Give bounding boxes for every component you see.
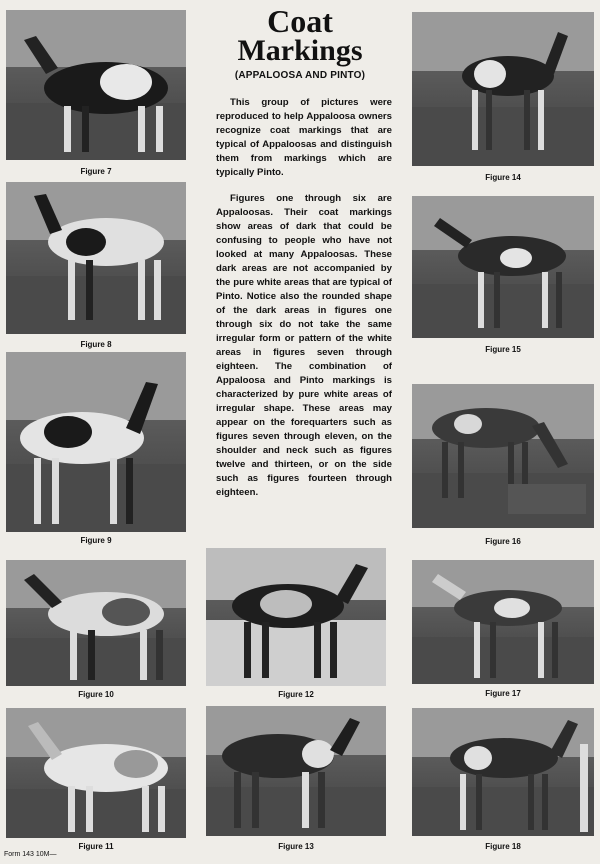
figure-9-photo xyxy=(6,352,186,532)
form-number: Form 143 10M— xyxy=(4,851,57,858)
figure-16-caption: Figure 16 xyxy=(485,537,521,546)
horse-image xyxy=(6,182,186,334)
figure-15-photo xyxy=(412,196,594,338)
figure-10-caption: Figure 10 xyxy=(78,690,114,699)
figure-15-caption: Figure 15 xyxy=(485,345,521,354)
figure-10-photo xyxy=(6,560,186,686)
figure-16-photo xyxy=(412,384,594,528)
figure-7-caption: Figure 7 xyxy=(80,167,112,176)
figure-17-photo xyxy=(412,560,594,684)
figure-8-caption: Figure 8 xyxy=(80,340,112,349)
page-subtitle: (APPALOOSA AND PINTO) xyxy=(234,70,366,81)
figure-13-photo xyxy=(206,706,386,836)
horse-image xyxy=(6,560,186,686)
figure-18-photo xyxy=(412,708,594,836)
figure-11-photo xyxy=(6,708,186,838)
horse-image xyxy=(412,384,594,528)
explanation-paragraph: Figures one through six are Appaloosas. Their coat markings show areas of dark that could be confusing to people who have not looked at many Appaloosas. These dark areas are not accompanied by the pure white areas that are typical of Pinto. Notice also the rounded shape of the dark areas in figures one through six do not take the same irregular form or pattern of the white areas in figures seven through eighteen. The combination of Appaloosa and Pinto markings is characterized by pure white areas of irregular shape. These areas may appear on the forequarters such as figures seven through eleven, on the shoulder and neck such as figures twelve and thirteen, or on the side such as figures fourteen through eighteen. xyxy=(216,193,392,498)
figure-7-photo xyxy=(6,10,186,160)
horse-image xyxy=(6,352,186,532)
horse-image xyxy=(206,548,386,686)
figure-14-photo xyxy=(412,12,594,166)
horse-image xyxy=(412,196,594,338)
page-title-line2: Markings xyxy=(237,34,363,67)
horse-image xyxy=(6,10,186,160)
figure-17-caption: Figure 17 xyxy=(485,689,521,698)
figure-12-caption: Figure 12 xyxy=(278,690,314,699)
horse-image xyxy=(412,560,594,684)
figure-12-photo xyxy=(206,548,386,686)
figure-8-photo xyxy=(6,182,186,334)
page-title-line1: Coat xyxy=(267,3,333,39)
horse-image xyxy=(206,706,386,836)
figure-9-caption: Figure 9 xyxy=(80,536,112,545)
figure-14-caption: Figure 14 xyxy=(485,173,521,182)
figure-11-caption: Figure 11 xyxy=(78,842,114,851)
figure-13-caption: Figure 13 xyxy=(278,842,314,851)
horse-image xyxy=(6,708,186,838)
horse-image xyxy=(412,708,594,836)
figure-18-caption: Figure 18 xyxy=(485,842,521,851)
intro-paragraph: This group of pictures were reproduced to help Appaloosa owners recognize coat markings that are typical of Appaloosas and distinguish them from markings which are typically Pinto. xyxy=(216,97,392,178)
horse-image xyxy=(412,12,594,166)
